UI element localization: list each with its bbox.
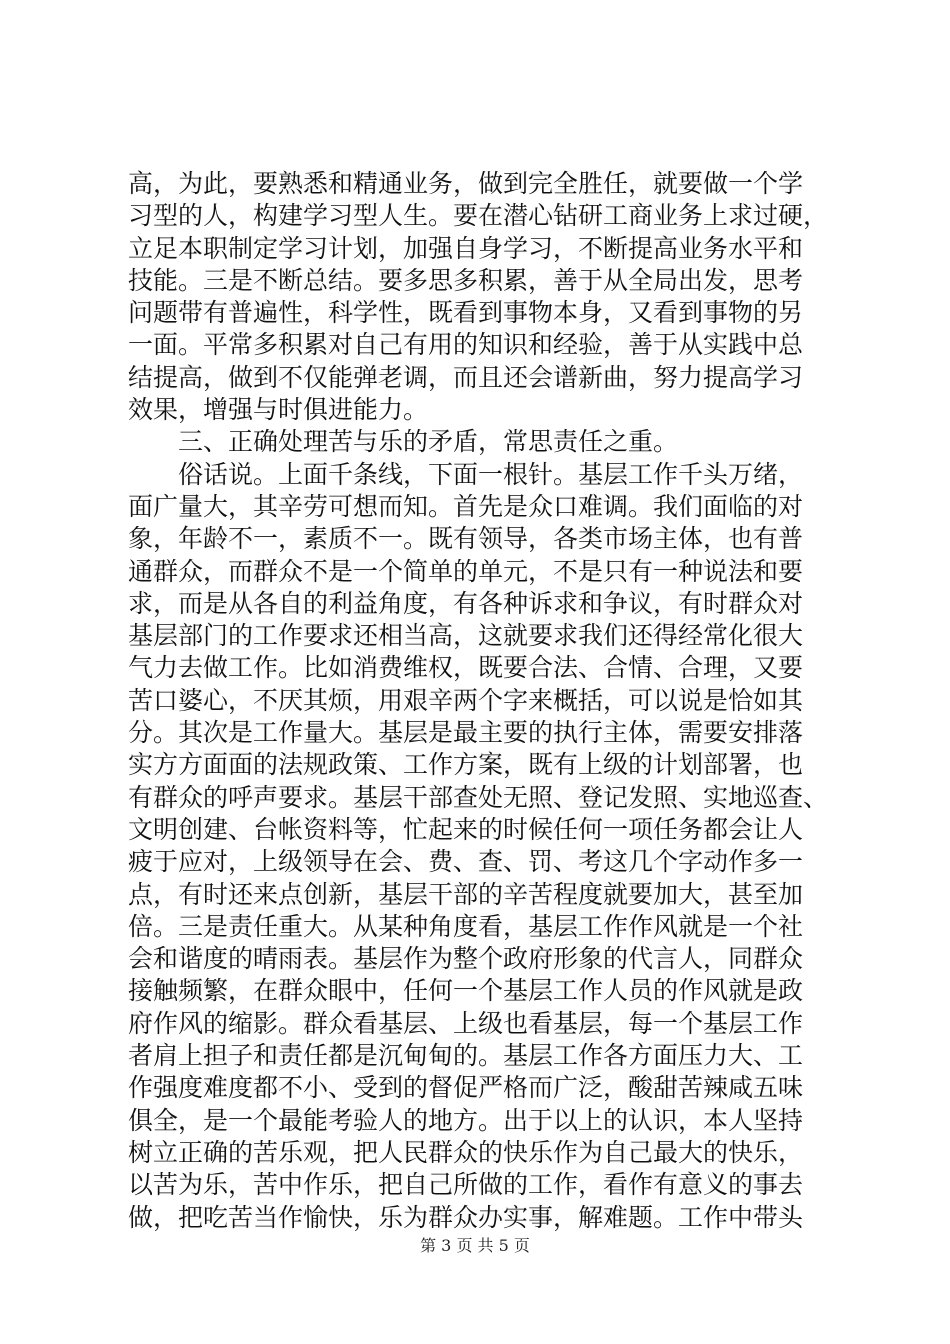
page-footer: 第 3 页 共 5 页	[420, 1236, 530, 1255]
text-line: 倍。三是责任重大。从某种角度看，基层工作作风就是一个社	[128, 911, 804, 941]
body-text	[128, 168, 828, 1234]
text-line: 通群众，而群众不是一个简单的单元，不是只有一种说法和要	[128, 556, 804, 586]
text-line: 分。其次是工作量大。基层是最主要的执行主体，需要安排落	[128, 718, 804, 748]
text-line: 文明创建、台帐资料等，忙起来的时候任何一项任务都会让人	[128, 814, 804, 844]
text-line: 苦口婆心，不厌其烦，用艰辛两个字来概括，可以说是恰如其	[128, 685, 804, 715]
text-line: 气力去做工作。比如消费维权，既要合法、合情、合理，又要	[128, 653, 804, 683]
text-line: 树立正确的苦乐观，把人民群众的快乐作为自己最大的快乐，	[128, 1137, 804, 1167]
text-line: 做，把吃苦当作愉快，乐为群众办实事，解难题。工作中带头	[128, 1202, 804, 1232]
text-line: 以苦为乐，苦中作乐，把自己所做的工作，看作有意义的事去	[128, 1170, 804, 1200]
text-line: 府作风的缩影。群众看基层、上级也看基层，每一个基层工作	[128, 1008, 804, 1038]
text-line: 点，有时还来点创新，基层干部的辛苦程度就要加大，甚至加	[128, 879, 804, 909]
text-line: 俗话说。上面千条线，下面一根针。基层工作千头万绪，	[128, 459, 804, 489]
text-line: 高，为此，要熟悉和精通业务，做到完全胜任，就要做一个学	[128, 169, 804, 198]
text-line: 疲于应对，上级领导在会、费、查、罚、考这几个字动作多一	[128, 847, 804, 877]
text-line: 者肩上担子和责任都是沉甸甸的。基层工作各方面压力大、工	[128, 1041, 804, 1071]
text-line: 三、正确处理苦与乐的矛盾，常思责任之重。	[128, 427, 679, 457]
text-line: 结提高，做到不仅能弹老调，而且还会谱新曲，努力提高学习	[128, 362, 804, 392]
text-line: 习型的人，构建学习型人生。要在潜心钻研工商业务上求过硬，	[128, 201, 828, 231]
text-line: 象，年龄不一，素质不一。既有领导，各类市场主体，也有普	[128, 524, 804, 554]
text-line: 会和谐度的晴雨表。基层作为整个政府形象的代言人，同群众	[128, 944, 804, 974]
text-line: 效果，增强与时俱进能力。	[128, 395, 429, 425]
text-line: 作强度难度都不小、受到的督促严格而广泛，酸甜苦辣咸五味	[128, 1073, 804, 1103]
text-line: 求，而是从各自的利益角度，有各种诉求和争议，有时群众对	[128, 588, 804, 618]
text-line: 立足本职制定学习计划，加强自身学习，不断提高业务水平和	[128, 233, 804, 263]
text-line: 面广量大，其辛劳可想而知。首先是众口难调。我们面临的对	[128, 491, 804, 521]
text-line: 实方方面面的法规政策、工作方案，既有上级的计划部署，也	[128, 750, 804, 780]
text-line: 问题带有普遍性，科学性，既看到事物本身，又看到事物的另	[128, 298, 804, 328]
text-line: 技能。三是不断总结。要多思多积累，善于从全局出发，思考	[128, 265, 804, 295]
text-line: 一面。平常多积累对自己有用的知识和经验，善于从实践中总	[128, 330, 804, 360]
text-line: 有群众的呼声要求。基层干部查处无照、登记发照、实地巡查、	[128, 782, 828, 812]
text-line: 基层部门的工作要求还相当高，这就要求我们还得经常化很大	[128, 621, 804, 651]
text-line: 接触频繁，在群众眼中，任何一个基层工作人员的作风就是政	[128, 976, 804, 1006]
text-line: 俱全，是一个最能考验人的地方。出于以上的认识，本人坚持	[128, 1105, 804, 1135]
